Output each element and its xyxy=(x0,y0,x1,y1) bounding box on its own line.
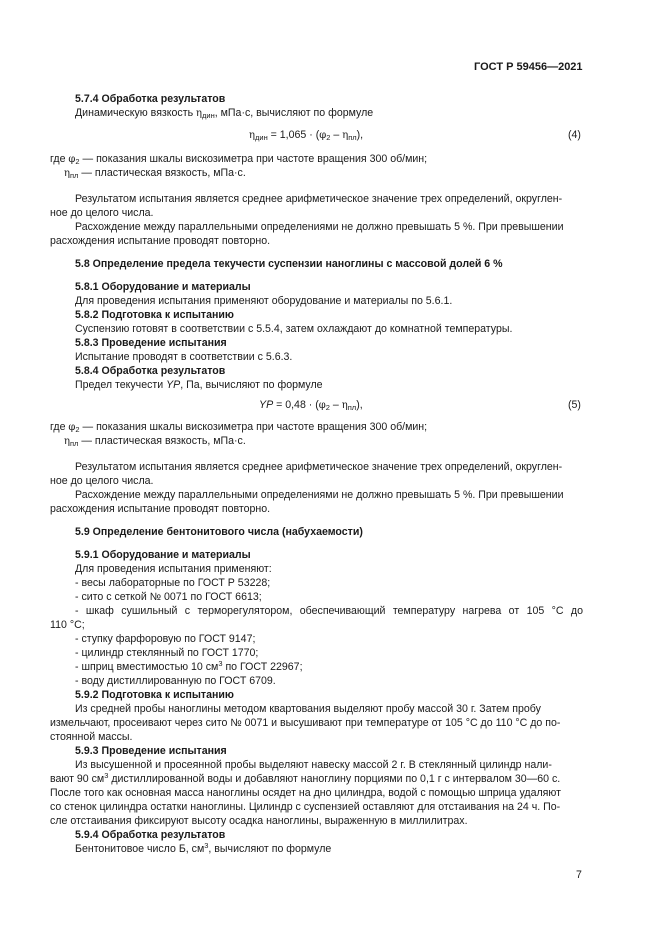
subsection-title: 5.9.1 Оборудование и материалы xyxy=(75,549,251,561)
section-title: 5.7.4 Обработка результатов xyxy=(75,93,226,105)
subscript: пл xyxy=(348,133,357,142)
text: — пластическая вязкость, мПа·с. xyxy=(78,435,246,447)
phi-symbol: φ xyxy=(319,130,327,141)
text: Предел текучести xyxy=(75,379,167,391)
paragraph-line: расхождения испытание проводят повторно. xyxy=(50,503,271,515)
superscript: 3 xyxy=(218,659,223,668)
text: по ГОСТ 22967; xyxy=(222,661,303,673)
standard-number: ГОСТ Р 59456—2021 xyxy=(474,61,583,73)
subscript: пл xyxy=(70,439,79,448)
phi-symbol: φ xyxy=(68,422,76,433)
yp-symbol: YP xyxy=(166,379,181,391)
superscript: 3 xyxy=(104,771,109,780)
list-item: - весы лабораторные по ГОСТ Р 53228; xyxy=(75,577,271,589)
paragraph-line: стоянной массы. xyxy=(50,731,133,743)
paragraph-line: Расхождение между параллельными определениями не должно превышать 5 %. При превышении xyxy=(75,489,564,501)
yp-symbol: YP xyxy=(259,399,274,411)
subscript: 2 xyxy=(75,425,80,434)
paragraph xyxy=(75,378,323,393)
paragraph-line xyxy=(75,842,331,857)
section-title: 5.9 Определение бентонитового числа (набухаемости) xyxy=(75,526,363,538)
phi-symbol: φ xyxy=(318,400,326,411)
paragraph-line: измельчают, просеивают через сито № 0071 и высушивают при температуре от 105 °С до 110 °С до по- xyxy=(50,717,561,729)
paragraph-line: Расхождение между параллельными определениями не должно превышать 5 %. При превышении xyxy=(75,221,564,233)
list-item: - воду дистиллированную по ГОСТ 6709. xyxy=(75,675,276,687)
formula-4 xyxy=(249,128,363,144)
paragraph-line: Для проведения испытания применяют оборудование и материалы по 5.6.1. xyxy=(75,295,453,307)
paragraph-line: сле отстаивания фиксируют высоту осадка наноглины, выраженную в миллилитрах. xyxy=(50,815,468,827)
superscript: 3 xyxy=(204,841,209,850)
eta-symbol: η xyxy=(249,130,255,141)
phi-symbol: φ xyxy=(68,154,76,165)
text: ), xyxy=(356,399,363,411)
subsection-title: 5.8.1 Оборудование и материалы xyxy=(75,281,251,293)
text: — показания шкалы вискозиметра при частоте вращения 300 об/мин; xyxy=(79,421,428,433)
list-item: - шкаф сушильный с терморегулятором, обеспечивающий температуру нагрева от 105 °С до xyxy=(75,605,583,617)
text: ), xyxy=(356,129,364,141)
list-item-cont: 110 °С; xyxy=(50,619,85,631)
list-item xyxy=(75,660,303,675)
paragraph-line: Результатом испытания является среднее арифметическое значение трех определений, округлен- xyxy=(75,193,563,205)
paragraph-line: ное до целого числа. xyxy=(50,475,154,487)
paragraph xyxy=(75,106,373,122)
list-item: - ступку фарфоровую по ГОСТ 9147; xyxy=(75,633,256,645)
page-number: 7 xyxy=(576,869,582,881)
eta-symbol: η xyxy=(64,436,70,447)
formula-number: (5) xyxy=(568,399,581,411)
subscript: 2 xyxy=(75,157,80,166)
subsection-title: 5.9.3 Проведение испытания xyxy=(75,745,227,757)
subscript: пл xyxy=(347,403,357,412)
text: , Па, вычисляют по формуле xyxy=(180,379,323,391)
text: – xyxy=(330,129,343,141)
subscript: 2 xyxy=(325,403,330,412)
where-line xyxy=(64,166,246,182)
eta-symbol: η xyxy=(196,108,203,119)
text: = 0,48 · ( xyxy=(273,399,319,411)
text: , вычисляют по формуле xyxy=(208,843,332,855)
eta-symbol: η xyxy=(342,130,349,141)
list-item: - цилиндр стеклянный по ГОСТ 1770; xyxy=(75,647,259,659)
paragraph-line: Испытание проводят в соответствии с 5.6.3. xyxy=(75,351,293,363)
paragraph-line: Результатом испытания является среднее арифметическое значение трех определений, округлен- xyxy=(75,461,563,473)
paragraph-line: Из средней пробы наноглины методом квартования выделяют пробу массой 30 г. Затем пробу xyxy=(75,703,541,715)
subsection-title: 5.8.3 Проведение испытания xyxy=(75,337,227,349)
text: — показания шкалы вискозиметра при частоте вращения 300 об/мин; xyxy=(79,153,428,165)
subsection-title: 5.8.4 Обработка результатов xyxy=(75,365,226,377)
text: , мПа·с, вычисляют по формуле xyxy=(214,107,374,119)
text: – xyxy=(329,399,342,411)
paragraph-line: Суспензию готовят в соответствии с 5.5.4, затем охлаждают до комнатной температуры. xyxy=(75,323,513,335)
paragraph-line: со стенок цилиндра остатки наноглины. Цилиндр с суспензией оставляют для отстаивания на 24 ч. По- xyxy=(50,801,561,813)
subsection-title: 5.9.2 Подготовка к испытанию xyxy=(75,689,234,701)
subsection-title: 5.9.4 Обработка результатов xyxy=(75,829,226,841)
subscript: дин xyxy=(255,133,268,142)
paragraph-line: Из высушенной и просеянной пробы выделяют навеску массой 2 г. В стеклянный цилиндр нали- xyxy=(75,759,552,771)
subscript: 2 xyxy=(326,133,331,142)
formula-5 xyxy=(259,398,363,414)
eta-symbol: η xyxy=(341,400,348,411)
text: = 1,065 · ( xyxy=(267,129,320,141)
paragraph-line: После того как основная масса наноглины осядет на дно цилиндра, водой с помощью шприца удаляют xyxy=(50,787,561,799)
text: вают 90 см xyxy=(50,773,105,785)
text: где xyxy=(50,421,69,433)
text: дистиллированной воды и добавляют наноглину порциями по 0,1 г с интервалом 30—60 с. xyxy=(108,773,561,785)
text: — пластическая вязкость, мПа·с. xyxy=(78,167,246,179)
text: Бентонитовое число Б, см xyxy=(75,843,205,855)
subsection-title: 5.8.2 Подготовка к испытанию xyxy=(75,309,234,321)
subscript: дин xyxy=(202,111,215,120)
eta-symbol: η xyxy=(64,168,70,179)
list-item: - сито с сеткой № 0071 по ГОСТ 6613; xyxy=(75,591,262,603)
paragraph-line: Для проведения испытания применяют: xyxy=(75,563,272,575)
paragraph-line: расхождения испытание проводят повторно. xyxy=(50,235,271,247)
section-title: 5.8 Определение предела текучести суспензии наноглины с массовой долей 6 % xyxy=(75,258,503,270)
text: Динамическую вязкость xyxy=(75,107,197,119)
paragraph-line xyxy=(50,772,560,787)
formula-number: (4) xyxy=(568,129,581,141)
subscript: пл xyxy=(70,171,79,180)
text: - шприц вместимостью 10 см xyxy=(75,661,219,673)
where-line xyxy=(64,434,246,450)
paragraph-line: ное до целого числа. xyxy=(50,207,154,219)
text: где xyxy=(50,153,69,165)
